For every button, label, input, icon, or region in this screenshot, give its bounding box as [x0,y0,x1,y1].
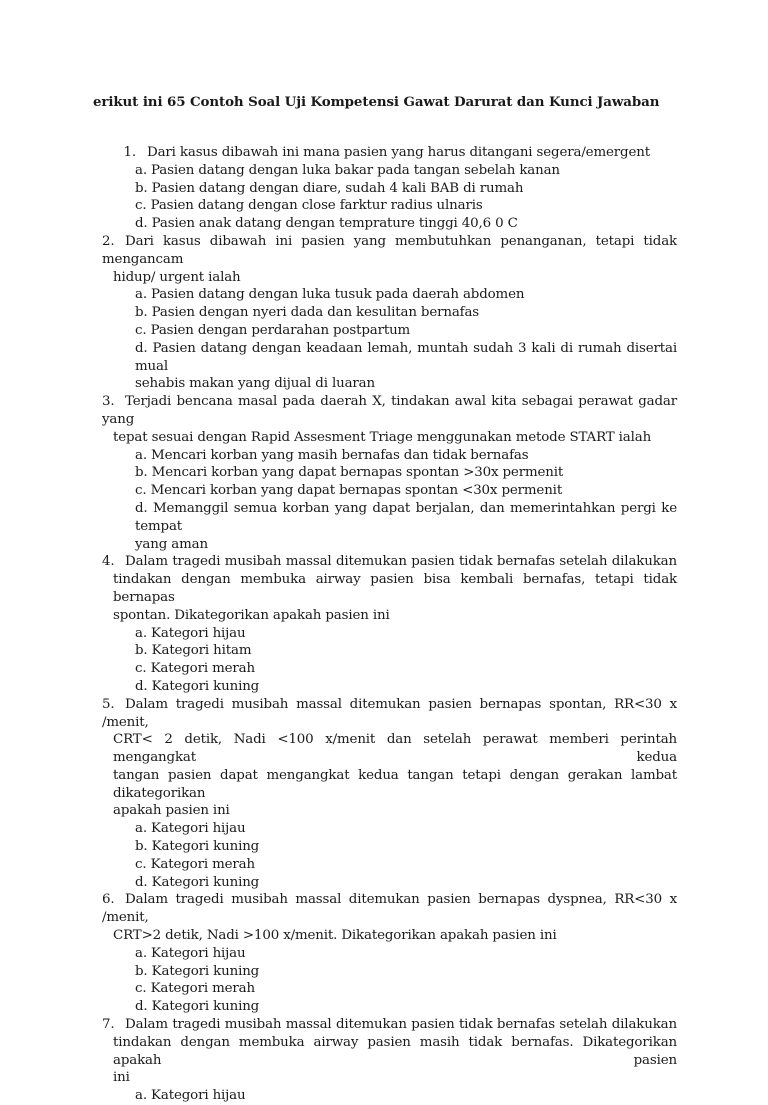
document-title: erikut ini 65 Contoh Soal Uji Kompetensi Gawat Darurat dan Kunci Jawaban [93,94,660,110]
question-text-line: tangan pasien dapat mengangkat kedua tangan tetapi dengan gerakan lambat dikategorikan [113,767,677,801]
question-text-line: Dalam tragedi musibah massal ditemukan pasien bernapas dyspnea, RR<30 x /menit, [102,892,677,926]
option-b: b. Kategori kuning [135,963,260,979]
option-d: d. Memanggil semua korban yang dapat berjalan, dan memerintahkan pergi ke tempat [135,500,677,534]
option-a: a. Mencari korban yang masih bernafas dan tidak bernafas [135,447,529,463]
question-text-line: Dalam tragedi musibah massal ditemukan pasien bernapas spontan, RR<30 x /menit, [102,696,677,730]
option-d-continued: sehabis makan yang dijual di luaran [135,376,375,392]
question-list [102,144,677,1105]
option-d: d. Pasien datang dengan keadaan lemah, muntah sudah 3 kali di rumah disertai mual [135,340,677,374]
option-c: c. Mencari korban yang dapat bernapas spontan <30x permenit [135,483,563,499]
option-b: b. Kategori kuning [135,839,260,855]
option-a: a. Kategori hijau [135,1088,246,1104]
question-4 [102,553,677,695]
question-6 [102,891,677,1016]
question-text-line: CRT< 2 detik, Nadi <100 x/menit dan setelah perawat memberi perintah mengangkat kedua [113,732,677,766]
option-d: d. Pasien anak datang dengan temprature tinggi 40,6 0 C [135,216,518,232]
question-text-line: Dari kasus dibawah ini pasien yang membutuhkan penanganan, tetapi tidak mengancam [102,233,677,267]
option-c: c. Kategori merah [135,661,255,677]
question-text-line: tindakan dengan membuka airway pasien bisa kembali bernafas, tetapi tidak bernapas [113,572,677,605]
question-7 [102,1016,677,1105]
option-d: d. Kategori kuning [135,678,260,694]
question-text-line: CRT>2 detik, Nadi >100 x/menit. Dikategorikan apakah pasien ini [113,928,557,944]
question-number: 3. [102,394,115,410]
question-number: 7. [102,1017,115,1033]
question-text-line: tindakan dengan membuka airway pasien masih tidak bernafas. Dikategorikan apakah pasien [113,1034,677,1068]
question-text-line: Dalam tragedi musibah massal ditemukan pasien tidak bernafas setelah dilakukan [125,1017,677,1033]
option-a: a. Pasien datang dengan luka bakar pada tangan sebelah kanan [135,162,560,178]
option-a: a. Pasien datang dengan luka tusuk pada daerah abdomen [135,287,525,303]
option-c: c. Pasien datang dengan close farktur radius ulnaris [135,198,483,214]
question-text-line: Terjadi bencana masal pada daerah X, tindakan awal kita sebagai perawat gadar yang [102,394,677,427]
option-a: a. Kategori hijau [135,625,246,641]
question-number: 5. [102,696,115,712]
question-number: 1. [123,145,136,160]
option-b: b. Pasien dengan nyeri dada dan kesulitan bernafas [135,305,480,321]
question-text-line: apakah pasien ini [113,803,230,819]
option-b: b. Kategori hitam [135,643,252,659]
option-c: c. Kategori merah [135,981,255,997]
option-b: b. Pasien datang dengan diare, sudah 4 kali BAB di rumah [135,180,524,196]
option-d: d. Kategori kuning [135,999,260,1015]
option-d: d. Kategori kuning [135,874,260,890]
question-2 [102,233,677,393]
question-number: 4. [102,554,115,570]
question-1 [113,144,677,233]
option-a: a. Kategori hijau [135,821,246,837]
question-text-line: Dalam tragedi musibah massal ditemukan pasien tidak bernafas setelah dilakukan [125,554,677,570]
question-5 [102,696,677,892]
option-d-continued: yang aman [135,536,208,552]
question-text-line: ini [113,1070,130,1086]
question-text-line: spontan. Dikategorikan apakah pasien ini [113,607,390,623]
question-text-line: hidup/ urgent ialah [113,269,241,285]
question-text-line: tepat sesuai dengan Rapid Assesment Triage menggunakan metode START ialah [113,429,652,445]
option-c: c. Kategori merah [135,856,255,872]
question-number: 6. [102,892,115,908]
option-b: b. Mencari korban yang dapat bernapas spontan >30x permenit [135,465,564,481]
option-a: a. Kategori hijau [135,945,246,961]
question-text: Dari kasus dibawah ini mana pasien yang harus ditangani segera/emergent [147,145,650,160]
question-number: 2. [102,233,115,249]
question-3 [102,393,677,553]
option-c: c. Pasien dengan perdarahan postpartum [135,322,411,338]
